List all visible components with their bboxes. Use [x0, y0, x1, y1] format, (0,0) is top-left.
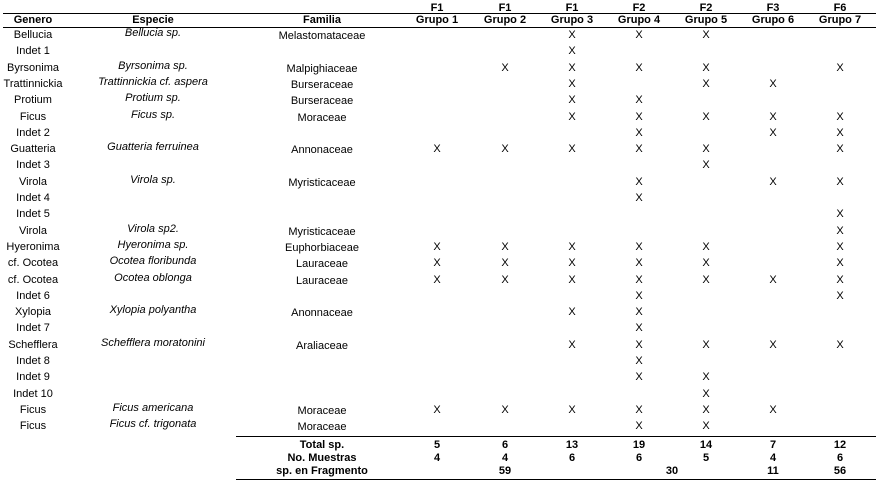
- presence-mark: X: [836, 289, 844, 302]
- row-genero: cf. Ocotea: [7, 273, 59, 286]
- header-fragment: F3: [766, 2, 780, 14]
- presence-mark: X: [433, 273, 441, 286]
- row-especie: Schefflera moratonini: [101, 336, 205, 349]
- row-familia: Araliaceae: [296, 339, 348, 352]
- header-group: Grupo 4: [617, 14, 661, 26]
- presence-mark: X: [702, 61, 710, 74]
- row-genero: Indet 6: [16, 289, 50, 302]
- presence-mark: X: [635, 29, 643, 41]
- presence-mark: X: [635, 94, 643, 107]
- presence-mark: X: [568, 306, 576, 319]
- muestras-value: 6: [836, 452, 844, 464]
- presence-mark: X: [501, 403, 509, 416]
- total-value: 13: [565, 439, 579, 451]
- presence-mark: X: [769, 175, 777, 188]
- row-familia: Moraceae: [297, 111, 347, 124]
- presence-mark: X: [702, 159, 710, 172]
- presence-mark: X: [836, 126, 844, 139]
- row-especie: Ficus sp.: [130, 108, 175, 121]
- row-genero: Indet 4: [16, 192, 50, 204]
- row-genero: Indet 2: [16, 126, 50, 139]
- presence-mark: X: [568, 61, 576, 74]
- presence-mark: X: [769, 126, 777, 139]
- row-especie: Ocotea oblonga: [114, 271, 192, 284]
- header-especie: Especie: [132, 14, 174, 26]
- presence-mark: X: [836, 273, 844, 286]
- presence-mark: X: [635, 110, 643, 123]
- row-genero: Indet 10: [13, 387, 53, 400]
- presence-mark: X: [635, 61, 643, 74]
- presence-mark: X: [635, 355, 643, 367]
- row-familia: Burseraceae: [290, 78, 354, 91]
- row-genero: cf. Ocotea: [7, 257, 59, 270]
- header-fragment: F2: [632, 2, 646, 14]
- presence-mark: X: [702, 338, 710, 351]
- row-familia: Malpighiaceae: [286, 62, 358, 75]
- presence-mark: X: [568, 29, 576, 41]
- presence-mark: X: [836, 110, 844, 123]
- row-especie: Xylopia polyantha: [109, 304, 197, 317]
- presence-mark: X: [836, 224, 844, 237]
- presence-mark: X: [568, 45, 576, 58]
- total-value: 5: [433, 439, 441, 451]
- presence-mark: X: [433, 257, 441, 270]
- presence-mark: X: [702, 371, 710, 384]
- presence-mark: X: [501, 273, 509, 286]
- presence-mark: X: [635, 240, 643, 253]
- row-genero: Schefflera: [8, 338, 58, 351]
- header-familia: Familia: [303, 14, 341, 26]
- row-genero: Xylopia: [14, 306, 52, 319]
- row-genero: Indet 7: [16, 322, 50, 335]
- presence-mark: X: [702, 77, 710, 90]
- row-genero: Trattinnickia: [3, 77, 63, 90]
- muestras-label: No. Muestras: [287, 452, 357, 464]
- presence-mark: X: [568, 143, 576, 156]
- presence-mark: X: [635, 338, 643, 351]
- presence-mark: X: [635, 175, 643, 188]
- presence-mark: X: [501, 257, 509, 270]
- total-value: 7: [769, 439, 777, 451]
- row-genero: Bellucia: [13, 29, 53, 41]
- fragmento-label: sp. en Fragmento: [276, 465, 368, 477]
- presence-mark: X: [702, 403, 710, 416]
- muestras-value: 6: [635, 452, 643, 464]
- total-value: 19: [632, 439, 646, 451]
- row-familia: Anonnaceae: [291, 307, 353, 320]
- presence-mark: X: [635, 289, 643, 302]
- presence-mark: X: [433, 403, 441, 416]
- presence-mark: X: [836, 240, 844, 253]
- header-fragment: F2: [699, 2, 713, 14]
- presence-mark: X: [635, 420, 643, 433]
- row-especie: Ficus americana: [112, 401, 194, 414]
- header-genero: Genero: [13, 14, 53, 26]
- row-genero: Hyeronima: [6, 240, 60, 253]
- presence-mark: X: [568, 94, 576, 107]
- row-genero: Indet 9: [16, 371, 50, 384]
- total-value: 14: [699, 439, 713, 451]
- presence-mark: X: [635, 257, 643, 270]
- header-fragment: F1: [565, 2, 579, 14]
- header-top-rule: [3, 13, 876, 14]
- muestras-value: 6: [568, 452, 576, 464]
- header-group: Grupo 7: [818, 14, 862, 26]
- presence-mark: X: [635, 143, 643, 156]
- header-group: Grupo 3: [550, 14, 594, 26]
- header-group: Grupo 6: [751, 14, 795, 26]
- presence-mark: X: [568, 273, 576, 286]
- header-group: Grupo 1: [415, 14, 459, 26]
- header-fragment: F6: [833, 2, 847, 14]
- presence-mark: X: [836, 257, 844, 270]
- row-especie: Ficus cf. trigonata: [109, 418, 197, 431]
- presence-mark: X: [836, 61, 844, 74]
- presence-mark: X: [769, 338, 777, 351]
- presence-mark: X: [635, 371, 643, 384]
- row-genero: Virola: [19, 224, 47, 237]
- row-genero: Virola: [19, 175, 47, 188]
- row-genero: Indet 8: [16, 355, 50, 367]
- presence-mark: X: [836, 208, 844, 221]
- row-genero: Ficus: [19, 110, 47, 123]
- presence-mark: X: [836, 143, 844, 156]
- row-familia: Moraceae: [297, 421, 347, 434]
- muestras-value: 5: [702, 452, 710, 464]
- row-genero: Guatteria: [10, 143, 56, 156]
- row-familia: Euphorbiaceae: [284, 241, 359, 254]
- muestras-value: 4: [501, 452, 509, 464]
- row-familia: Moraceae: [297, 404, 347, 417]
- row-familia: Melastomataceae: [278, 30, 366, 42]
- fragmento-value: 59: [498, 465, 512, 477]
- presence-mark: X: [769, 77, 777, 90]
- row-especie: Virola sp.: [130, 173, 176, 186]
- row-familia: Myristicaceae: [288, 176, 356, 189]
- row-genero: Indet 3: [16, 159, 50, 172]
- row-especie: Bellucia sp.: [124, 27, 182, 39]
- presence-mark: X: [635, 273, 643, 286]
- total-value: 6: [501, 439, 509, 451]
- fragmento-value: 30: [665, 465, 679, 477]
- header-fragment: F1: [430, 2, 444, 14]
- total-value: 12: [833, 439, 847, 451]
- header-group: Grupo 5: [684, 14, 728, 26]
- presence-mark: X: [635, 126, 643, 139]
- presence-mark: X: [769, 110, 777, 123]
- presence-mark: X: [433, 240, 441, 253]
- presence-mark: X: [568, 403, 576, 416]
- row-especie: Ocotea floribunda: [109, 255, 197, 268]
- header-fragment: F1: [498, 2, 512, 14]
- presence-mark: X: [433, 143, 441, 156]
- presence-mark: X: [769, 403, 777, 416]
- presence-mark: X: [635, 192, 643, 204]
- presence-mark: X: [635, 403, 643, 416]
- presence-mark: X: [501, 143, 509, 156]
- row-familia: Lauraceae: [296, 274, 348, 287]
- presence-mark: X: [702, 143, 710, 156]
- presence-mark: X: [702, 110, 710, 123]
- presence-mark: X: [501, 240, 509, 253]
- row-especie: Protium sp.: [125, 92, 181, 105]
- row-familia: Lauraceae: [296, 258, 348, 271]
- presence-mark: X: [702, 29, 710, 41]
- row-genero: Protium: [14, 94, 52, 107]
- presence-mark: X: [702, 257, 710, 270]
- muestras-value: 4: [769, 452, 777, 464]
- header-group: Grupo 2: [483, 14, 527, 26]
- row-genero: Ficus: [19, 403, 47, 416]
- presence-mark: X: [769, 273, 777, 286]
- presence-mark: X: [702, 273, 710, 286]
- presence-mark: X: [635, 322, 643, 335]
- presence-mark: X: [836, 175, 844, 188]
- row-especie: Hyeronima sp.: [117, 238, 189, 251]
- presence-mark: X: [568, 240, 576, 253]
- fragmento-value: 56: [833, 465, 847, 477]
- presence-mark: X: [702, 240, 710, 253]
- presence-mark: X: [702, 387, 710, 400]
- row-especie: Guatteria ferruinea: [107, 141, 199, 154]
- muestras-value: 4: [433, 452, 441, 464]
- presence-mark: X: [635, 306, 643, 319]
- row-genero: Byrsonima: [7, 61, 59, 74]
- presence-mark: X: [568, 77, 576, 90]
- row-familia: Myristicaceae: [288, 225, 356, 238]
- presence-mark: X: [568, 110, 576, 123]
- row-genero: Indet 5: [16, 208, 50, 221]
- presence-mark: X: [836, 338, 844, 351]
- row-especie: Trattinnickia cf. aspera: [98, 75, 208, 88]
- fragmento-value: 11: [767, 465, 779, 477]
- presence-mark: X: [568, 257, 576, 270]
- row-genero: Indet 1: [16, 45, 50, 58]
- summary-bottom-rule: [236, 479, 876, 480]
- presence-mark: X: [568, 338, 576, 351]
- total-label: Total sp.: [299, 439, 345, 451]
- row-especie: Byrsonima sp.: [118, 59, 188, 72]
- presence-mark: X: [501, 61, 509, 74]
- row-especie: Virola sp2.: [127, 222, 179, 235]
- presence-mark: X: [702, 420, 710, 433]
- row-genero: Ficus: [19, 420, 47, 433]
- summary-top-rule: [236, 436, 876, 437]
- row-familia: Burseraceae: [290, 95, 354, 108]
- row-familia: Annonaceae: [291, 144, 353, 157]
